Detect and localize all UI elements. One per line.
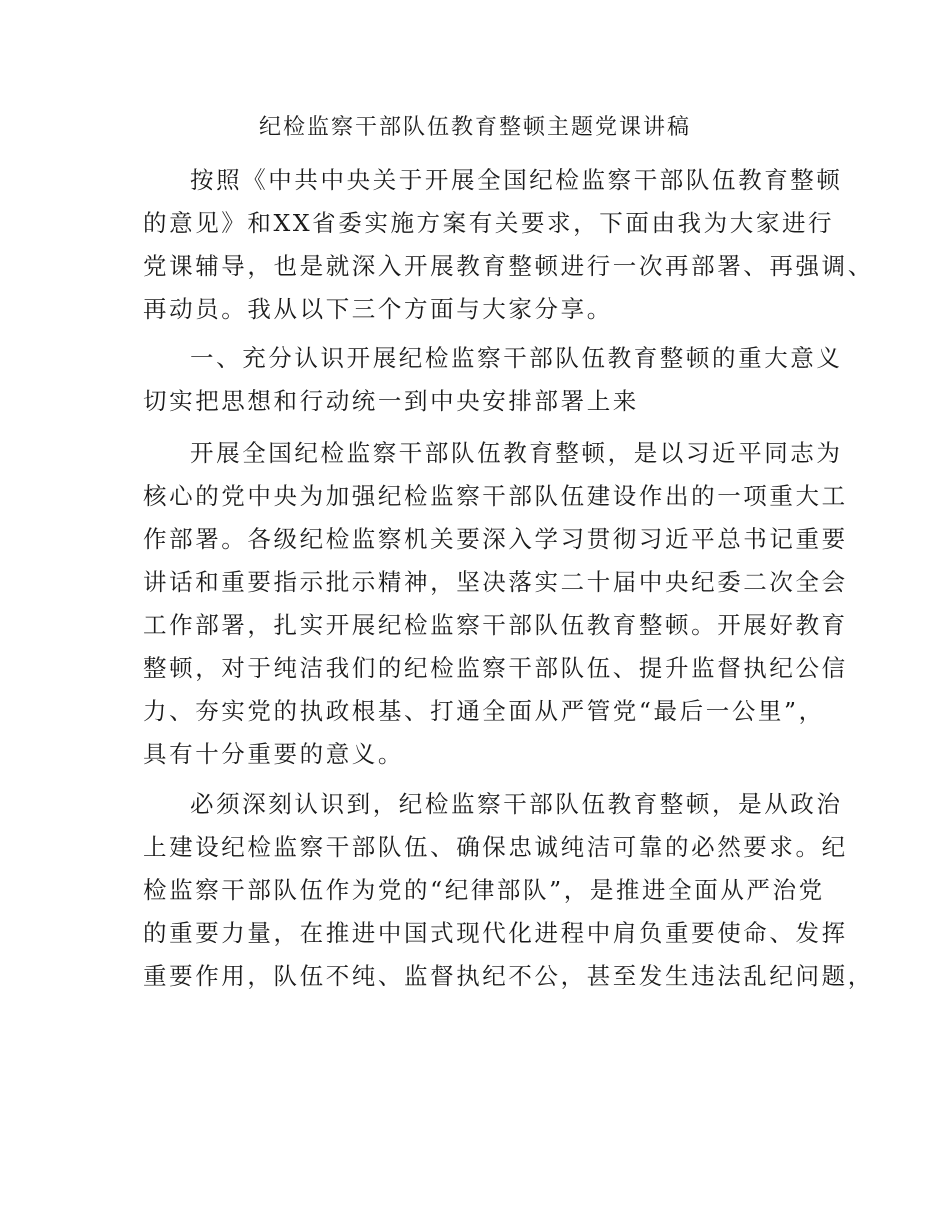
paragraph-4-line-2: 上建设纪检监察干部队伍、确保忠诚纯洁可靠的必然要求。纪 bbox=[143, 833, 848, 861]
paragraph-3-line-4: 讲话和重要指示批示精神，坚决落实二十届中央纪委二次全会 bbox=[143, 568, 848, 596]
paragraph-3-line-3: 作部署。各级纪检监察机关要深入学习贯彻习近平总书记重要 bbox=[143, 525, 848, 553]
paragraph-3-line-1: 开展全国纪检监察干部队伍教育整顿，是以习近平同志为 bbox=[190, 439, 843, 467]
section-heading-1-line-1: 一、充分认识开展纪检监察干部队伍教育整顿的重大意义 bbox=[190, 344, 843, 372]
paragraph-3-line-6: 整顿，对于纯洁我们的纪检监察干部队伍、提升监督执纪公信 bbox=[143, 654, 848, 682]
section-heading-1-line-2: 切实把思想和行动统一到中央安排部署上来 bbox=[143, 387, 639, 415]
paragraph-1-line-1: 按照《中共中央关于开展全国纪检监察干部队伍教育整顿 bbox=[190, 166, 843, 194]
paragraph-4-line-3: 检监察干部队伍作为党的“纪律部队”，是推进全面从严治党 bbox=[143, 876, 825, 904]
paragraph-3-line-2: 核心的党中央为加强纪检监察干部队伍建设作出的一项重大工 bbox=[143, 482, 848, 510]
paragraph-1-line-3: 党课辅导，也是就深入开展教育整顿进行一次再部署、再强调、 bbox=[143, 252, 874, 280]
paragraph-3-line-8: 具有十分重要的意义。 bbox=[143, 740, 404, 768]
paragraph-3-line-5: 工作部署，扎实开展纪检监察干部队伍教育整顿。开展好教育 bbox=[143, 611, 848, 639]
paragraph-3-line-7: 力、夯实党的执政根基、打通全面从严管党“最后一公里”， bbox=[143, 697, 825, 725]
document-title: 纪检监察干部队伍教育整顿主题党课讲稿 bbox=[258, 115, 691, 140]
paragraph-4-line-5: 重要作用，队伍不纯、监督执纪不公，甚至发生违法乱纪问题， bbox=[143, 962, 874, 990]
paragraph-1-line-4: 再动员。我从以下三个方面与大家分享。 bbox=[143, 295, 613, 323]
paragraph-4-line-1: 必须深刻认识到，纪检监察干部队伍教育整顿，是从政治 bbox=[190, 790, 843, 818]
paragraph-1-line-2: 的意见》和XX省委实施方案有关要求，下面由我为大家进行 bbox=[143, 209, 835, 237]
paragraph-4-line-4: 的重要力量，在推进中国式现代化进程中肩负重要使命、发挥 bbox=[143, 919, 848, 947]
